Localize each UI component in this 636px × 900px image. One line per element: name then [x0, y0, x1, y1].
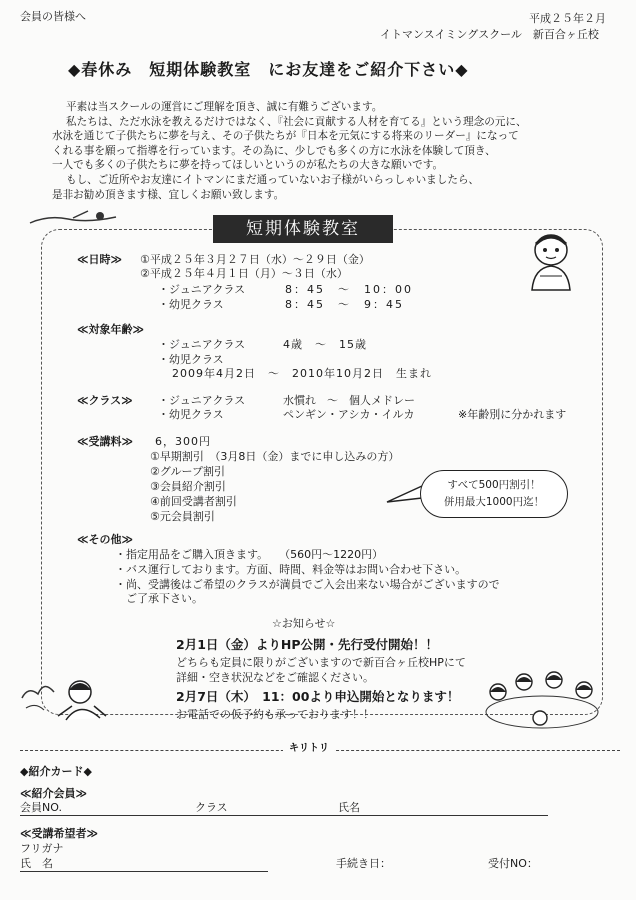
- notice-line5: お電話での仮予約も承っております！！: [176, 708, 374, 721]
- schedule-infant-label: ・幼児クラス: [158, 298, 224, 311]
- applicant-name-label: 氏 名: [20, 857, 53, 870]
- schedule-line1: ①平成２５年３月２７日（水）～２９日（金）: [140, 253, 370, 266]
- class-header: ≪クラス≫: [77, 394, 133, 407]
- intro-line: 一人でも多くの子供たちに夢を持ってほしいというのが私たちの大きな願いです。: [52, 159, 444, 172]
- age-infant-range: 2009年4月2日 ～ 2010年10月2日 生まれ: [172, 367, 432, 380]
- bubble-line1: すべて500円割引！: [447, 479, 541, 491]
- discount-item: ⑤元会員割引: [150, 510, 215, 523]
- swimmer-illustration: [28, 205, 118, 229]
- page-title: ◆春休み 短期体験教室 にお友達をご紹介下さい◆: [68, 60, 469, 79]
- intro-line: 水泳を通じて子供たちに夢を与え、その子供たちが『日本を元気にする将来のリーダー』になって: [52, 130, 519, 143]
- member-no-label: 会員NO.: [20, 801, 62, 814]
- greeting: 会員の皆様へ: [20, 10, 86, 23]
- class-label: クラス: [195, 801, 228, 814]
- discount-item: ④前回受講者割引: [150, 495, 237, 508]
- furigana-label: フリガナ: [20, 842, 64, 855]
- discount-item: ②グループ割引: [150, 465, 225, 478]
- cut-label: キリトリ: [283, 743, 335, 756]
- applicant-input-line[interactable]: [20, 871, 268, 872]
- sender: イトマンスイミングスクール 新百合ヶ丘校: [380, 28, 599, 41]
- intro-line: 是非お勧め頂きます様、宜しくお願い致します。: [52, 188, 285, 201]
- reception-no-label: 受付NO：: [488, 857, 538, 870]
- age-infant-label: ・幼児クラス: [158, 353, 224, 366]
- other-item: ・指定用品をご購入頂きます。 （560円～1220円）: [115, 548, 384, 561]
- class-infant-levels: ペンギン・アシカ・イルカ: [283, 408, 415, 421]
- discount-bubble: [420, 470, 568, 518]
- other-item: ・尚、受講後はご希望のクラスが満員でご入会出来ない場合がございますので: [115, 578, 500, 591]
- other-item: ・バス運行しております。方面、時間、料金等はお問い合わせ下さい。: [115, 563, 467, 576]
- fee-amount: 6，300円: [155, 435, 211, 448]
- member-name-label: 氏名: [338, 801, 360, 814]
- intro-line: くれる事を願って指導を行っています。その為に、少しでも多くの方に水泳を体験して頂き、: [52, 144, 496, 157]
- notice-line2: どちらも定員に限りがございますので新百合ヶ丘校HPにて: [176, 656, 466, 669]
- schedule-junior-time: 8：45 ～ 10：00: [285, 283, 413, 296]
- notice-heading: ☆お知らせ☆: [272, 617, 336, 630]
- age-header: ≪対象年齢≫: [77, 323, 145, 336]
- age-junior-range: 4歳 ～ 15歳: [283, 338, 367, 351]
- intro-line: 平素は当スクールの運営にご理解を頂き、誠に有難うございます。: [66, 101, 383, 113]
- bubble-line2: 併用最大1000円迄！: [443, 496, 545, 508]
- other-item: ご了承下さい。: [115, 592, 203, 605]
- schedule-infant-time: 8：45 ～ 9：45: [285, 298, 404, 311]
- other-header: ≪その他≫: [77, 533, 134, 546]
- splash-illustration: [18, 668, 110, 726]
- mascot-illustration: [520, 228, 582, 294]
- banner: 短期体験教室: [213, 215, 393, 243]
- notice-line4: 2月7日（木） 11：00より申込開始となります！: [176, 689, 460, 704]
- discount-item: ①早期割引 （3月8日（金）までに申し込みの方）: [150, 450, 400, 463]
- notice-line3: 詳細・空き状況などをご確認ください。: [176, 671, 374, 684]
- class-infant-label: ・幼児クラス: [158, 408, 224, 421]
- class-note: ※年齢別に分かれます: [458, 408, 567, 421]
- group-illustration: [480, 662, 610, 732]
- fee-header: ≪受講料≫: [77, 435, 134, 448]
- intro-line: もし、ご近所やお友達にイトマンにまだ通っていないお子様がいらっしゃいましたら、: [66, 173, 480, 186]
- bubble-tail: [385, 480, 425, 510]
- schedule-line2: ②平成２５年４月１日（月）～３日（水）: [140, 267, 348, 280]
- member-input-line[interactable]: [20, 815, 548, 816]
- discount-item: ③会員紹介割引: [150, 480, 226, 493]
- class-junior-levels: 水慣れ ～ 個人メドレー: [283, 394, 415, 407]
- intro-line: 私たちは、ただ水泳を教えるだけではなく、『社会に貢献する人材を育てる』という理念の元に、: [66, 115, 527, 128]
- date: 平成２５年２月: [529, 12, 606, 25]
- schedule-junior-label: ・ジュニアクラス: [158, 283, 246, 296]
- intro-paragraph: [52, 100, 527, 202]
- class-junior-label: ・ジュニアクラス: [158, 394, 246, 407]
- applicant-header: ≪受講希望者≫: [20, 827, 99, 840]
- member-header: ≪紹介会員≫: [20, 787, 88, 800]
- notice-line1: 2月1日（金）よりHP公開・先行受付開始！！: [176, 637, 439, 652]
- age-junior-label: ・ジュニアクラス: [158, 338, 246, 351]
- procedure-date-label: 手続き日：: [336, 857, 391, 870]
- schedule-header: ≪日時≫: [77, 253, 123, 266]
- card-title: ◆紹介カード◆: [20, 765, 92, 778]
